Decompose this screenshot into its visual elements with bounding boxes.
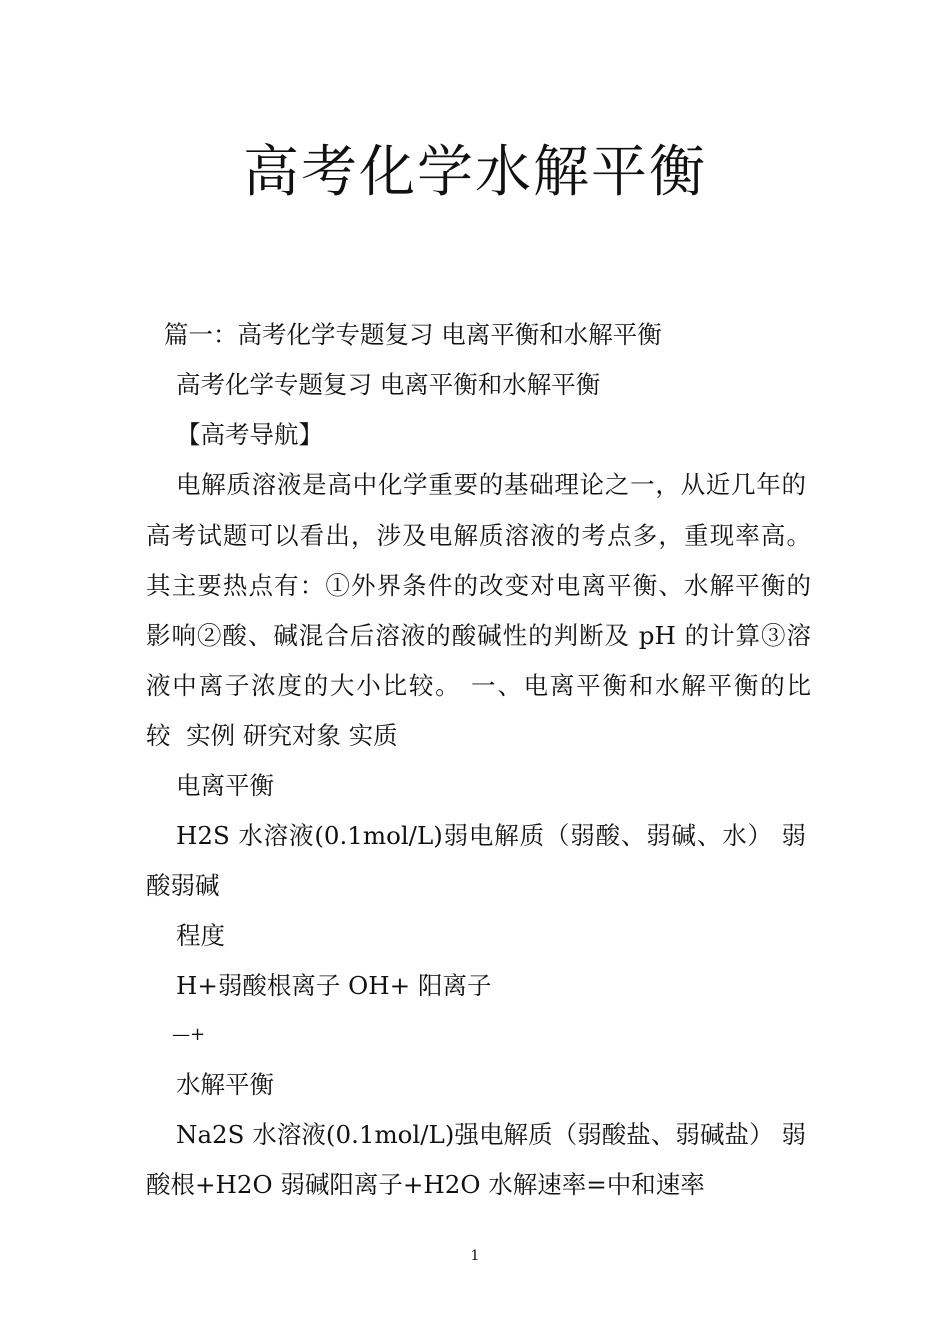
text-line: 液中离子浓度的大小比较。 一、电离平衡和水解平衡的比 — [146, 671, 811, 700]
document-title: 高考化学水解平衡 — [243, 140, 707, 205]
text-line: 影响②酸、碱混合后溶液的酸碱性的判断及 pH 的计算③溶 — [146, 621, 811, 650]
text-line: 高考试题可以看出，涉及电解质溶液的考点多，重现率高。 — [146, 521, 811, 550]
text-line: 【高考导航】 — [176, 420, 323, 449]
text-line: —+ — [172, 1024, 206, 1045]
text-line: H+弱酸根离子 OH+ 阳离子 — [176, 971, 492, 1000]
text-line: 高考化学专题复习 电离平衡和水解平衡 — [176, 370, 601, 399]
text-line: H2S 水溶液(0.1mol/L)弱电解质（弱酸、弱碱、水） 弱 — [176, 821, 806, 850]
page-number: 1 — [470, 1248, 480, 1264]
text-line: Na2S 水溶液(0.1mol/L)强电解质（弱酸盐、弱碱盐） 弱 — [176, 1120, 806, 1149]
text-line: 酸弱碱 — [146, 871, 220, 900]
text-line: 程度 — [176, 921, 225, 950]
text-line: 较 实例 研究对象 实质 — [146, 721, 398, 750]
text-line: 水解平衡 — [176, 1070, 274, 1099]
text-line: 电解质溶液是高中化学重要的基础理论之一，从近几年的 — [176, 470, 806, 499]
text-line: 篇一：高考化学专题复习 电离平衡和水解平衡 — [164, 320, 662, 349]
text-line: 酸根+H2O 弱碱阳离子+H2O 水解速率=中和速率 — [146, 1170, 705, 1199]
text-line: 其主要热点有：①外界条件的改变对电离平衡、水解平衡的 — [146, 571, 811, 600]
text-line: 电离平衡 — [176, 771, 274, 800]
